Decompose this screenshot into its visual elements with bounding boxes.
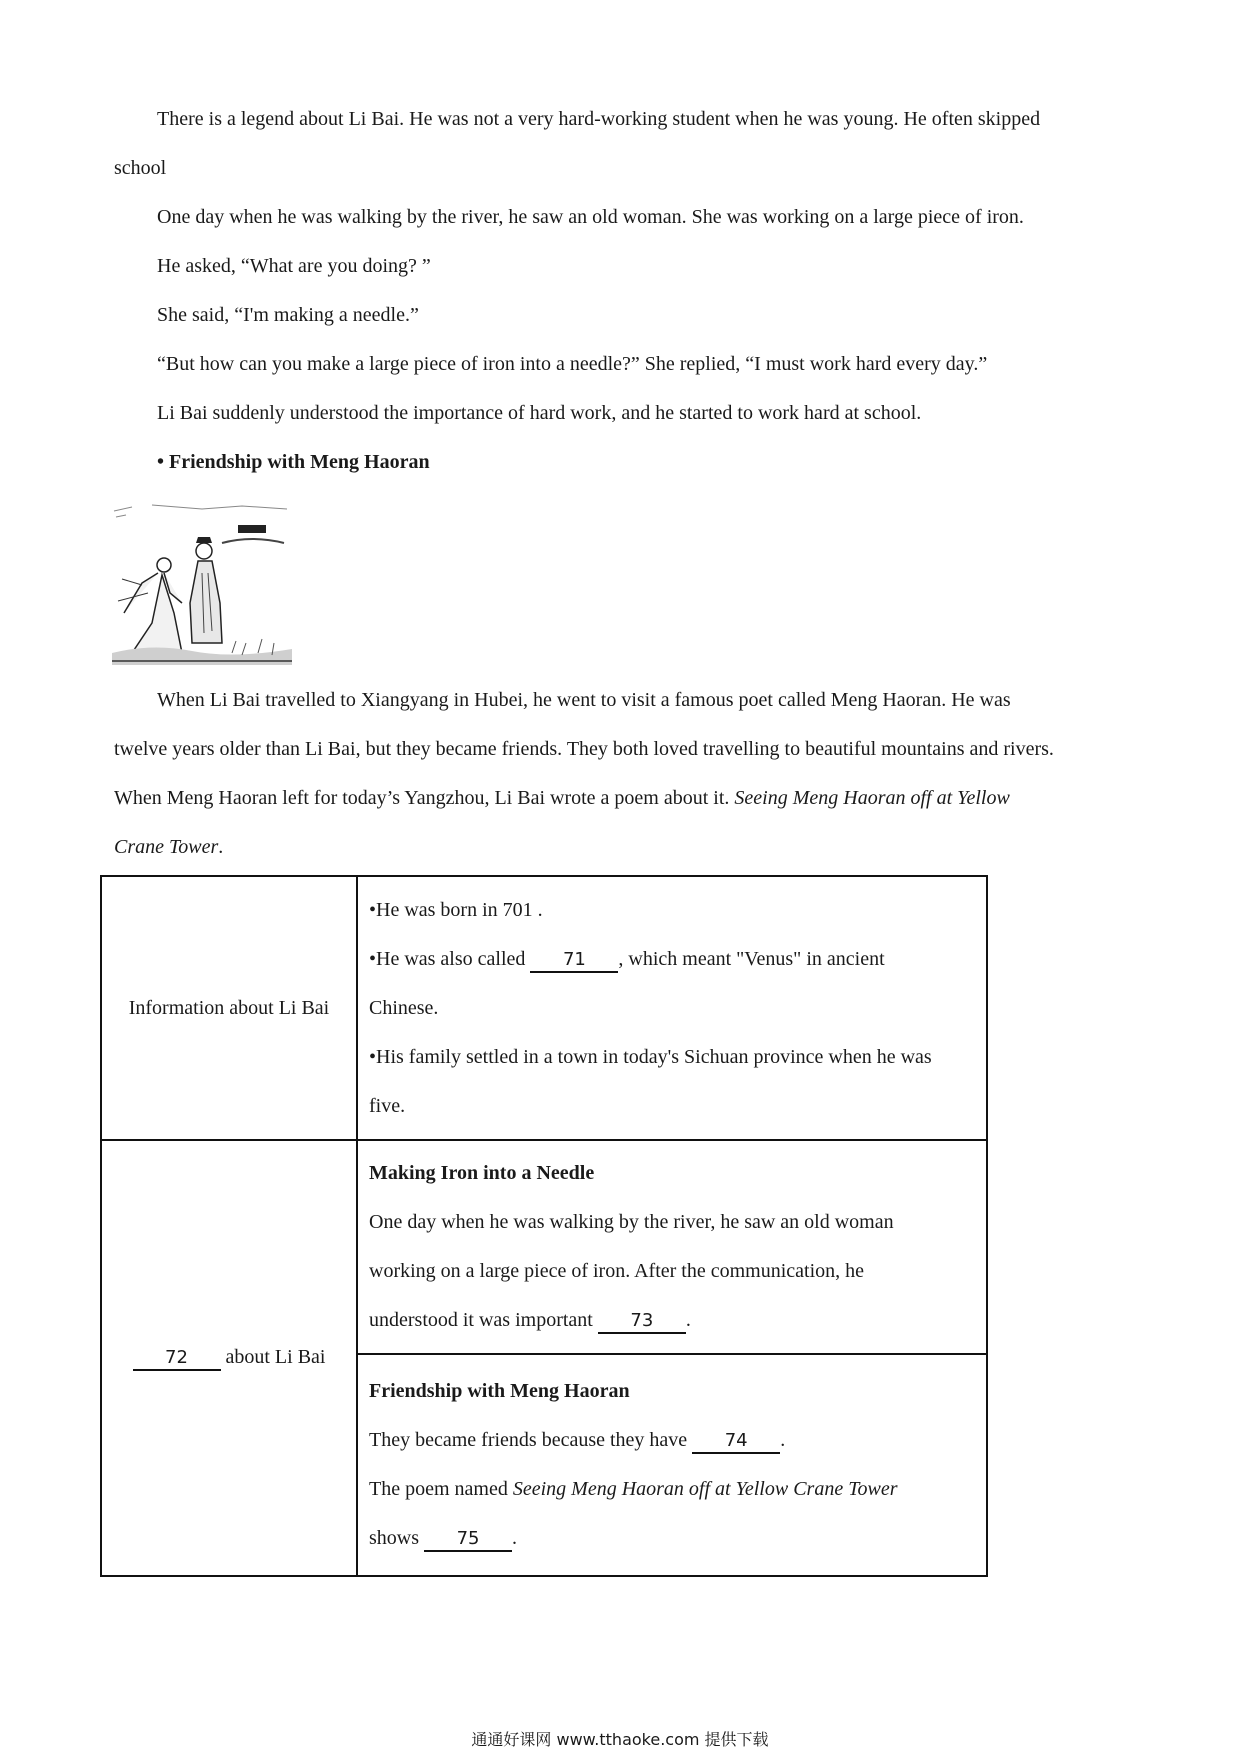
story-paragraph-1: [114, 95, 1134, 144]
also-called-post: , which meant "Venus" in ancient: [618, 947, 885, 970]
blank-71: 71: [530, 949, 618, 973]
row1-content-cell: [357, 876, 987, 1140]
friendship-reason-line: [369, 1416, 976, 1465]
blank-75: 75: [424, 1528, 512, 1552]
blank-72: 72: [133, 1347, 221, 1371]
needle-line2: working on a large piece of iron. After the communication, he: [369, 1260, 865, 1282]
also-called-cont: Chinese.: [369, 996, 439, 1019]
needle-line3-pre: understood it was important: [369, 1309, 598, 1331]
needle-line3-post: .: [685, 1309, 691, 1331]
story-paragraph-6: Li Bai suddenly understood the importance of hard work, and he started to work hard at school.: [157, 402, 922, 424]
story-paragraph-4: She said, “I'm making a needle.”: [157, 304, 419, 326]
poem-title-part1: Seeing Meng Haoran off at Yellow: [734, 787, 1010, 809]
story-paragraph-1-cont: [114, 144, 1134, 193]
needle-title: Making Iron into a Needle: [369, 1162, 595, 1184]
row1-label-cell: [101, 876, 357, 1140]
friendship-paragraph-line1: When Li Bai travelled to Xiangyang in Hubei, he went to visit a famous poet called Meng Haoran. He was: [157, 689, 1011, 711]
poem-title-period: .: [218, 836, 224, 858]
friendship-reason-post: .: [780, 1429, 786, 1451]
friendship-paragraph-line4: [114, 823, 1134, 872]
table-row: [101, 1140, 987, 1354]
needle-cell: [357, 1140, 987, 1354]
table-row: [101, 876, 987, 1140]
poem-named-pre: The poem named: [369, 1478, 513, 1500]
story-paragraph-5: “But how can you make a large piece of iron into a needle?” She replied, “I must work hard every day.”: [157, 353, 988, 375]
family-line: •His family settled in a town in today's Sichuan province when he was: [369, 1045, 932, 1068]
story-p1-line1: There is a legend about Li Bai. He was not a very hard-working student when he was young. He often skipped: [157, 108, 1041, 130]
poem-named-line: [369, 1465, 976, 1514]
needle-line3: [369, 1296, 976, 1345]
friendship-line3-text: When Meng Haoran left for today’s Yangzhou, Li Bai wrote a poem about it.: [114, 787, 735, 809]
section-heading: • Friendship with Meng Haoran: [157, 451, 430, 473]
shows-post: .: [512, 1527, 518, 1549]
friendship-reason-pre: They became friends because they have: [369, 1429, 693, 1451]
blank-74: 74: [692, 1430, 780, 1454]
also-called-line: [369, 935, 976, 984]
footer-watermark: 通通好课网 www.tthaoke.com 提供下载: [471, 1730, 769, 1749]
summary-table: [100, 875, 988, 1577]
story-paragraph-2: One day when he was walking by the river, he saw an old woman. She was working on a large piece of iron.: [157, 206, 1024, 228]
family-line-cont: five.: [369, 1094, 406, 1117]
illustration-li-bai-meng-haoran: [112, 503, 292, 665]
row2-label: about Li Bai: [220, 1345, 326, 1368]
story-paragraph-3: He asked, “What are you doing? ”: [157, 255, 431, 277]
friendship-paragraph-line2: twelve years older than Li Bai, but they became friends. They both loved travelling to beautiful mountains and rivers.: [114, 738, 1054, 760]
friendship-paragraph-line3: [114, 774, 1134, 823]
born-line: •He was born in 701 .: [369, 898, 543, 921]
friendship-cell: [357, 1354, 987, 1576]
shows-line: [369, 1514, 976, 1563]
needle-line1: One day when he was walking by the river, he saw an old woman: [369, 1211, 894, 1233]
story-p1-line2: school: [114, 157, 167, 179]
blank-73: 73: [598, 1310, 686, 1334]
also-called-pre: •He was also called: [369, 947, 531, 970]
shows-pre: shows: [369, 1527, 425, 1549]
row1-label: Information about Li Bai: [128, 996, 330, 1019]
friendship-title: Friendship with Meng Haoran: [369, 1380, 630, 1402]
poem-named-title: Seeing Meng Haoran off at Yellow Crane Tower: [512, 1478, 898, 1500]
row2-label-cell: [101, 1140, 357, 1576]
poem-title-part2: Crane Tower: [114, 836, 219, 858]
